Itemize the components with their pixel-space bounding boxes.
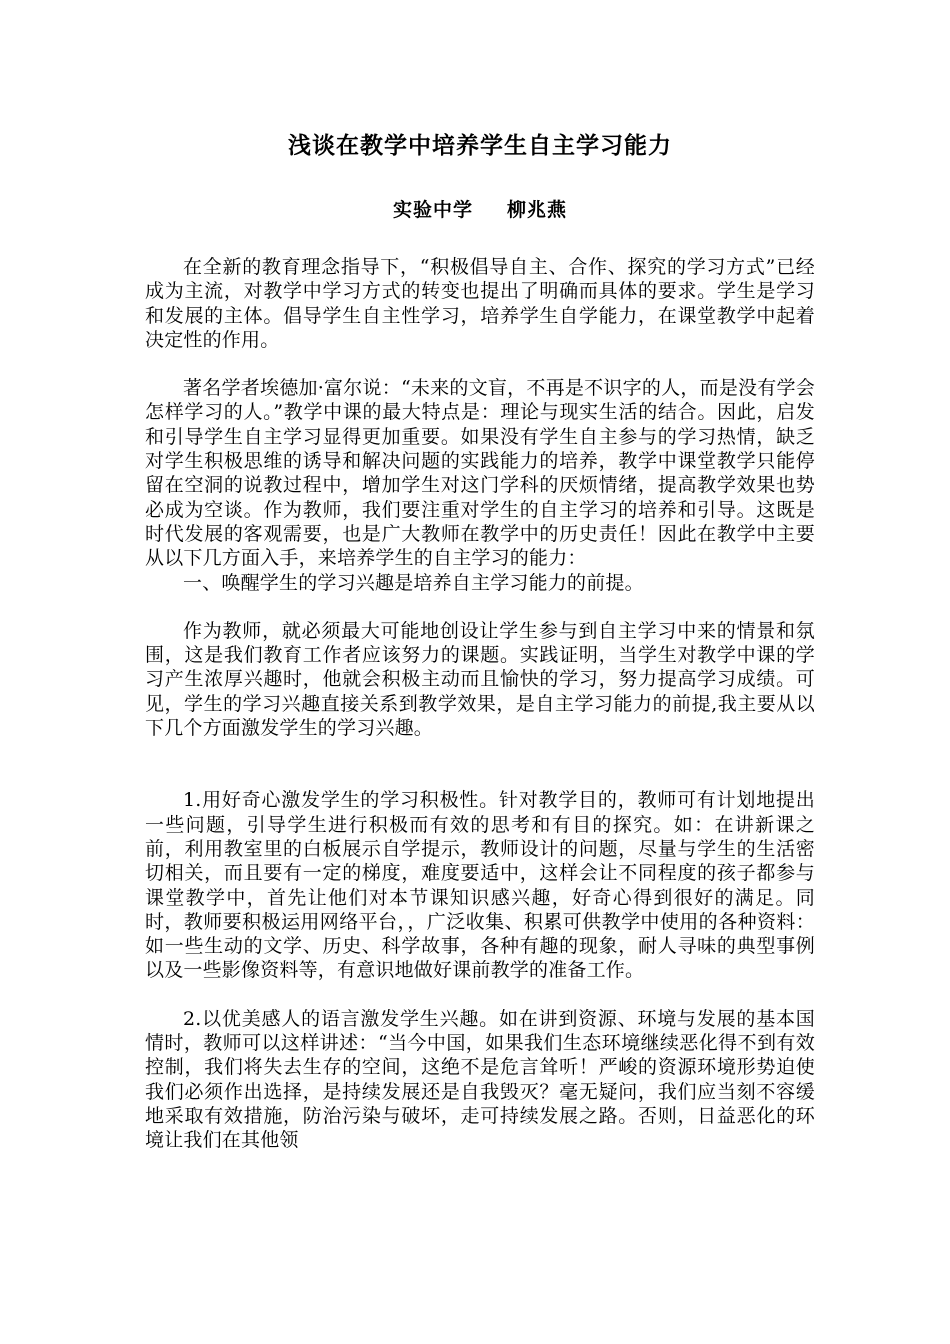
document-page bbox=[145, 130, 815, 1153]
section-heading-1: 一、唤醒学生的学习兴趣是培养自主学习能力的前提。 bbox=[183, 571, 644, 594]
author-line bbox=[145, 196, 815, 224]
paragraph-quote: 著名学者埃德加·富尔说：“未来的文盲，不再是不识字的人，而是没有学会怎样学习的人。”教学中课的最大特点是：理论与现实生活的结合。因此，启发和引导学生自主学习显得更加重要。如果没有学生自主参与的学习热情，缺乏对学生积极思维的诱导和解决问题的实践能力的培养，教学中课堂教学只能停留在空洞的说教过程中，增加学生对这门学科的厌烦情绪，提高教学效果也势必成为空谈。作为教师，我们要注重对学生的自主学习的培养和引导。这既是时代发展的客观需要，也是广大教师在教学中的历史责任！因此在教学中主要从以下几方面入手，来培养学生的自主学习的能力： bbox=[145, 377, 815, 570]
paragraph-interest: 作为教师，就必须最大可能地创设让学生参与到自主学习中来的情景和氛围，这是我们教育工作者应该努力的课题。实践证明，当学生对教学中课的学习产生浓厚兴趣时，他就会积极主动而且愉快的学习，努力提高学习成绩。可见，学生的学习兴趣直接关系到教学效果，是自主学习能力的前提,我主要从以下几个方面激发学生的学习兴趣。 bbox=[145, 619, 815, 740]
paragraph-point-2: 2.以优美感人的语言激发学生兴趣。如在讲到资源、环境与发展的基本国情时，教师可以这样讲述：“当今中国，如果我们生态环境继续恶化得不到有效控制，我们将失去生存的空间，这绝不是危言耸听！严峻的资源环境形势迫使我们必须作出选择，是持续发展还是自我毁灭？毫无疑问，我们应当刻不容缓地采取有效措施，防治污染与破坏，走可持续发展之路。否则，日益恶化的环境让我们在其他领 bbox=[145, 1007, 815, 1152]
document-title: 浅谈在教学中培养学生自主学习能力 bbox=[288, 133, 672, 159]
school-name: 实验中学 bbox=[392, 199, 473, 221]
paragraph-point-1: 1.用好奇心激发学生的学习积极性。针对教学目的，教师可有计划地提出一些问题，引导学生进行积极而有效的思考和有目的探究。如：在讲新课之前，利用教室里的白板展示自学提示，教师设计的问题，尽量与学生的生活密切相关，而且要有一定的梯度，难度要适中，这样会让不同程度的孩子都参与课堂教学中，首先让他们对本节课知识感兴趣，好奇心得到很好的满足。同时，教师要积极运用网络平台，，广泛收集、积累可供教学中使用的各种资料：如一些生动的文学、历史、科学故事，各种有趣的现象，耐人寻味的典型事例以及一些影像资料等，有意识地做好课前教学的准备工作。 bbox=[145, 789, 815, 982]
paragraph-intro: 在全新的教育理念指导下，“积极倡导自主、合作、探究的学习方式”已经成为主流，对教学中学习方式的转变也提出了明确而具体的要求。学生是学习和发展的主体。倡导学生自主性学习，培养学生自学能力，在课堂教学中起着决定性的作用。 bbox=[145, 256, 815, 351]
author-name: 柳兆燕 bbox=[507, 199, 568, 221]
